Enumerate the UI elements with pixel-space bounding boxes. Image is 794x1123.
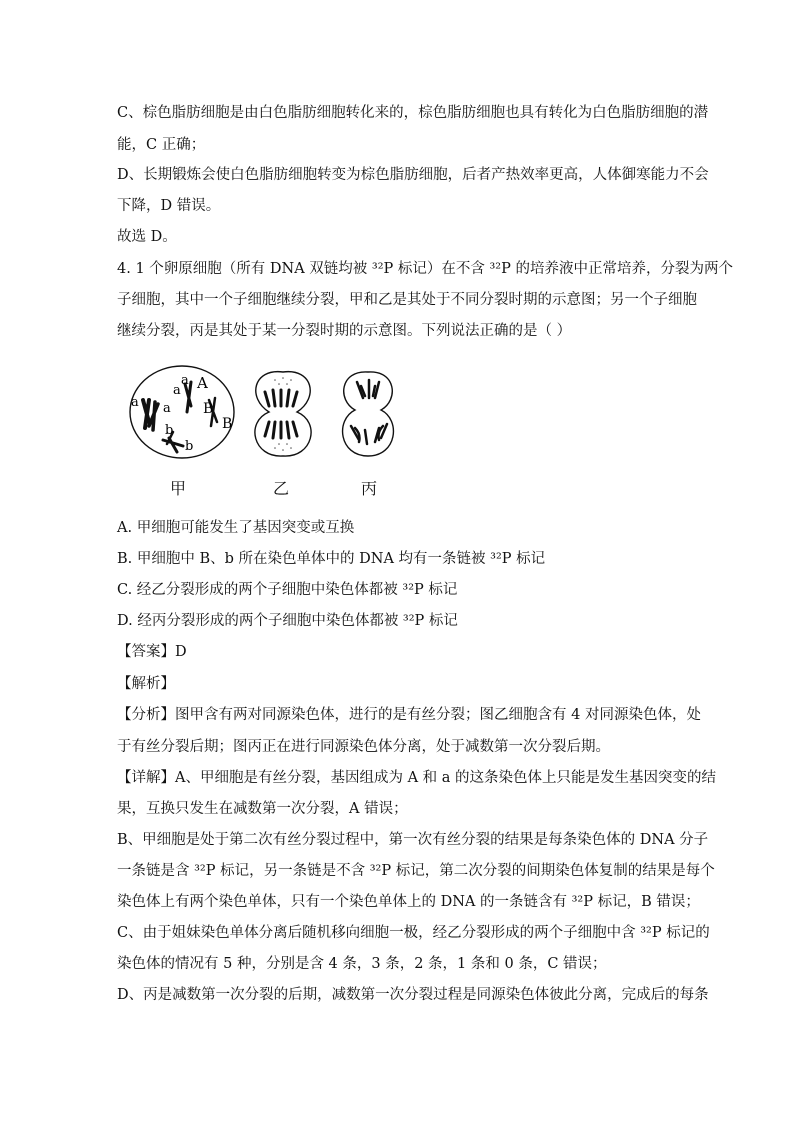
gene-label: a [173,383,181,398]
text-line: C、棕色脂肪细胞是由白色脂肪细胞转化来的，棕色脂肪细胞也具有转化为白色脂肪细胞的潜 [117,105,709,121]
analysis-line: 于有丝分裂后期；图丙正在进行同源染色体分离，处于减数第一次分裂后期。 [117,739,610,755]
answer-line [117,642,187,662]
analysis-header: 【解析】 [117,676,175,692]
gene-label: a [181,373,189,388]
text-line: 下降，D 错误。 [117,198,221,214]
analysis-line: 一条链是含 ³²P 标记，另一条链是不含 ³²P 标记，第二次分裂的间期染色体复制的结果是每个 [117,863,715,879]
analysis-line: 染色体上有两个染色单体，只有一个染色单体上的 DNA 的一条链含有 ³²P 标记，B 错误； [117,894,700,910]
gene-label: b [165,423,174,438]
answer-label: 【答案】 [117,644,175,660]
question-stem: 继续分裂，丙是其处于某一分裂时期的示意图。下列说法正确的是（ ） [117,323,572,339]
option-b: B. 甲细胞中 B、b 所在染色单体中的 DNA 均有一条链被 ³²P 标记 [117,551,546,567]
question-stem: 4. 1 个卵原细胞（所有 DNA 双链均被 ³²P 标记）在不含 ³²P 的培养液中正常培养，分裂为两个 [117,261,733,277]
gene-label: A [197,374,208,392]
figure-label-jia: 甲 [170,479,187,498]
analysis-line: D、丙是减数第一次分裂的后期，减数第一次分裂过程是同源染色体彼此分离，完成后的每条 [117,987,709,1003]
analysis-line: B、甲细胞是处于第二次有丝分裂过程中，第一次有丝分裂的结果是每条染色体的 DNA 分子 [117,832,709,848]
cell-jia [130,366,234,458]
option-a: A. 甲细胞可能发生了基因突变或互换 [117,520,355,536]
gene-label: b [185,439,194,454]
figure-label-yi: 乙 [273,479,290,498]
text-line: 能，C 正确； [117,137,206,153]
option-c: C. 经乙分裂形成的两个子细胞中染色体都被 ³²P 标记 [117,582,458,598]
analysis-line: 【分析】图甲含有两对同源染色体，进行的是有丝分裂；图乙细胞含有 4 对同源染色体，处 [117,707,701,723]
gene-label: B [203,401,214,417]
gene-label: a [163,401,171,416]
option-d: D. 经丙分裂形成的两个子细胞中染色体都被 ³²P 标记 [117,613,458,629]
answer-value: D [175,644,187,660]
analysis-line: C、由于姐妹染色单体分离后随机移向细胞一极，经乙分裂形成的两个子细胞中含 ³²P 标记的 [117,925,710,941]
question-stem: 子细胞，其中一个子细胞继续分裂，甲和乙是其处于不同分裂时期的示意图；另一个子细胞 [117,292,697,308]
text-line: D、长期锻炼会使白色脂肪细胞转变为棕色脂肪细胞，后者产热效率更高，人体御寒能力不会 [117,167,709,183]
gene-label: B [222,416,233,432]
text-line: 故选 D。 [117,229,177,245]
analysis-line: 染色体的情况有 5 种，分别是含 4 条，3 条，2 条，1 条和 0 条，C 错误； [117,956,607,972]
gene-label: a [131,395,139,410]
cell-yi [255,372,311,456]
figure-label-bing: 丙 [361,479,378,498]
cell-division-figure [125,360,425,500]
analysis-line: 果，互换只发生在减数第一次分裂，A 错误； [117,801,408,817]
cell-bing [343,372,394,456]
analysis-line: 【详解】A、甲细胞是有丝分裂，基因组成为 A 和 a 的这条染色体上只能是发生基因突变的结 [117,770,717,786]
